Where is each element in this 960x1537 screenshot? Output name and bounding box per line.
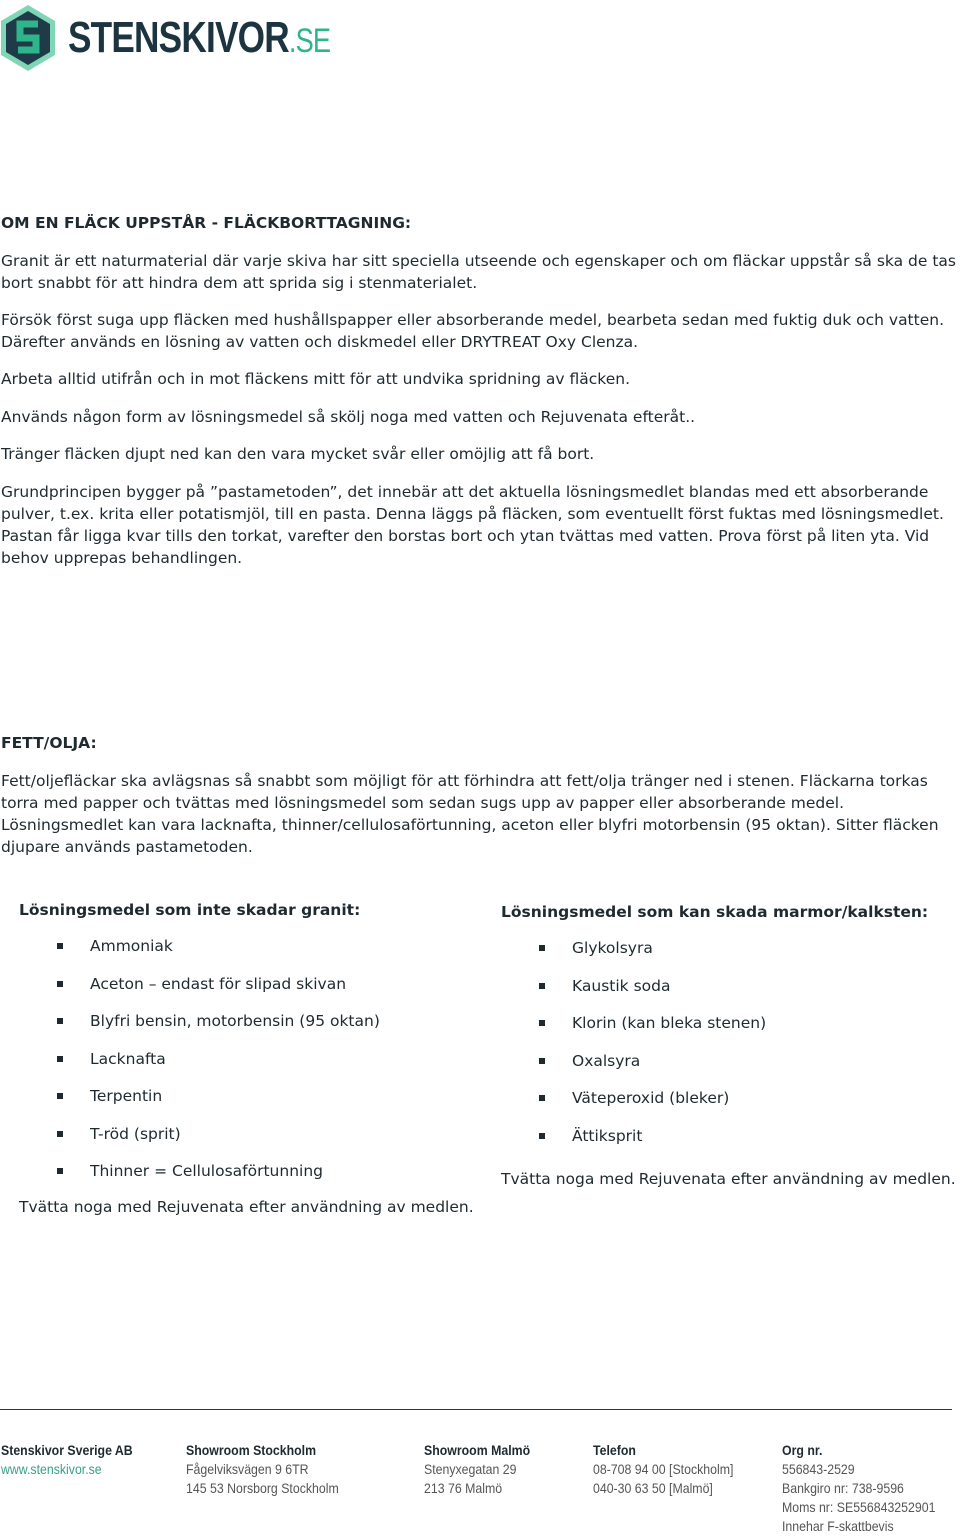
- footer-line: 145 53 Norsborg Stockholm: [186, 1480, 339, 1496]
- list-item: Aceton – endast för slipad skivan: [19, 973, 489, 1011]
- footer-line: Fågelviksvägen 9 6TR: [186, 1461, 309, 1477]
- list-item: Klorin (kan bleka stenen): [501, 1012, 960, 1050]
- section-heading-grease: FETT/OLJA:: [1, 734, 97, 752]
- footer-line: Stenyxegatan 29: [424, 1461, 517, 1477]
- footer-showroom-stockholm: [186, 1441, 339, 1498]
- list-item: Thinner = Cellulosaförtunning: [19, 1160, 489, 1198]
- paragraph: Fett/oljefläckar ska avlägsnas så snabbt som möjligt för att förhindra att fett/olja tränger ned i stenen. Fläckarna torkas torra med papper och tvättas med lösningsmedel som sedan sugs upp av papper eller absorberande medel. Lösningsmedlet kan vara lacknafta, thinner/cellulosaförtunning, aceton eller blyfri motorbensin (95 oktan). Sitter fläcken djupare används pastametoden.: [1, 772, 939, 856]
- footer-company: [1, 1441, 133, 1479]
- footer-showroom-malmo: [424, 1441, 530, 1498]
- footer-title: Showroom Stockholm: [186, 1442, 317, 1458]
- list-item: Glykolsyra: [501, 937, 960, 975]
- paragraph: Tränger fläcken djupt ned kan den vara mycket svår eller omöjlig att få bort.: [1, 445, 595, 463]
- safe-solvents-list: [19, 901, 489, 1216]
- section-heading-stain: OM EN FLÄCK UPPSTÅR - FLÄCKBORTTAGNING:: [1, 214, 412, 232]
- list-item: Ättiksprit: [501, 1125, 960, 1163]
- paragraph: Försök först suga upp fläcken med hushållspapper eller absorberande medel, bearbeta sedan med fuktig duk och vatten. Därefter används en lösning av vatten och diskmedel eller DRYTREAT Oxy Clenza.: [1, 311, 945, 351]
- harmful-solvents-list: [501, 903, 960, 1188]
- paragraph: Arbeta alltid utifrån och in mot fläckens mitt för att undvika spridning av fläcken.: [1, 370, 631, 388]
- list-item: Oxalsyra: [501, 1050, 960, 1088]
- list-item: Lacknafta: [19, 1048, 489, 1086]
- list-note: Tvätta noga med Rejuvenata efter användning av medlen.: [19, 1197, 474, 1216]
- footer-line: 213 76 Malmö: [424, 1480, 503, 1496]
- footer-phone: [593, 1441, 733, 1498]
- list-item: Ammoniak: [19, 935, 489, 973]
- logo: [0, 4, 396, 72]
- footer-line: Moms nr: SE556843252901: [782, 1499, 936, 1515]
- footer-line: Bankgiro nr: 738-9596: [782, 1480, 904, 1496]
- list-item: Blyfri bensin, motorbensin (95 oktan): [19, 1010, 489, 1048]
- logo-hexagon-icon: [0, 4, 56, 72]
- logo-suffix: .SE: [288, 22, 331, 60]
- footer-divider: [0, 1409, 952, 1410]
- footer-title: Telefon: [593, 1442, 636, 1458]
- footer-line: 040-30 63 50 [Malmö]: [593, 1480, 713, 1496]
- list-heading: Lösningsmedel som kan skada marmor/kalksten:: [501, 903, 929, 921]
- footer-title: Stenskivor Sverige AB: [1, 1442, 133, 1458]
- list-item: Kaustik soda: [501, 975, 960, 1013]
- footer-line: Innehar F-skattbevis: [782, 1518, 894, 1534]
- list-item: Väteperoxid (bleker): [501, 1087, 960, 1125]
- footer-line: 08-708 94 00 [Stockholm]: [593, 1461, 734, 1477]
- list-heading: Lösningsmedel som inte skadar granit:: [19, 901, 361, 919]
- footer-title: Showroom Malmö: [424, 1442, 531, 1458]
- list-note: Tvätta noga med Rejuvenata efter användning av medlen.: [501, 1170, 956, 1188]
- footer-title: Org nr.: [782, 1442, 823, 1458]
- paragraph: Används någon form av lösningsmedel så skölj noga med vatten och Rejuvenata efteråt..: [1, 408, 696, 426]
- list-item: Terpentin: [19, 1085, 489, 1123]
- website-link[interactable]: www.stenskivor.se: [1, 1461, 102, 1477]
- paragraph: Granit är ett naturmaterial där varje skiva har sitt speciella utseende och egenskaper och om fläckar uppstår så ska de tas bort snabbt för att hindra dem att sprida sig i stenmaterialet.: [1, 252, 956, 292]
- footer-org: [782, 1441, 935, 1536]
- list-item: T-röd (sprit): [19, 1123, 489, 1161]
- logo-text: STENSKIVOR: [68, 13, 289, 62]
- paragraph: Grundprincipen bygger på ”pastametoden”, det innebär att det aktuella lösningsmedlet blandas med ett absorberande pulver, t.ex. krita eller potatismjöl, till en pasta. Denna läggs på fläcken, som eventuellt först fuktas med lösningsmedlet. Pastan får ligga kvar tills den torkat, varefter den borstas bort och ytan tvättas med vatten. Prova först på liten yta. Vid behov upprepas behandlingen.: [1, 483, 944, 567]
- footer-line: 556843-2529: [782, 1461, 855, 1477]
